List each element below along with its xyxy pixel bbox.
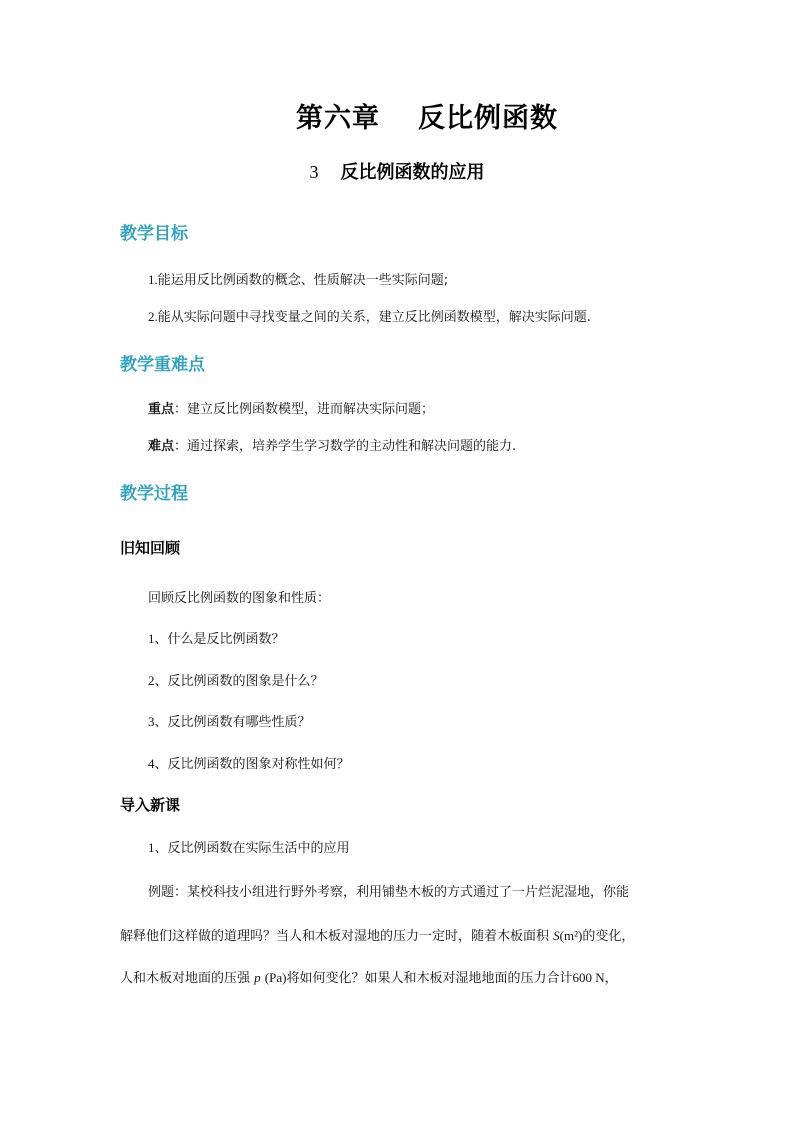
example-text: 将如何变化？如果人和木板对湿地地面的压力合计 bbox=[286, 971, 573, 986]
question-text: 、反比例函数的图象是什么？ bbox=[154, 674, 324, 689]
item-number: 1 bbox=[148, 840, 155, 855]
question-text: 、反比例函数的图象对称性如何？ bbox=[154, 757, 350, 772]
chapter-label: 第六章 bbox=[296, 103, 380, 134]
variable-p: p bbox=[254, 970, 261, 985]
question-number: 3 bbox=[148, 714, 155, 729]
keypoints-heading: 教学重难点 bbox=[120, 355, 205, 375]
objective-text: 能运用反比例函数的概念、性质解决一些实际问题; bbox=[157, 273, 449, 288]
objective-text: 能从实际问题中寻找变量之间的关系，建立反比例函数模型，解决实际问题. bbox=[157, 310, 591, 325]
example-text: 人和木板对地面的压强 bbox=[120, 971, 251, 986]
force-value: 600 N bbox=[572, 970, 605, 985]
question-number: 4 bbox=[148, 756, 155, 771]
process-heading: 教学过程 bbox=[120, 484, 188, 504]
objective-item bbox=[148, 306, 591, 325]
example-text: 解释他们这样做的道理吗？当人和木板对湿地的压力一定时，随着木板面积 bbox=[120, 929, 550, 944]
unit-pressure: (Pa) bbox=[264, 970, 287, 985]
section-title bbox=[0, 158, 794, 184]
question-text: 、什么是反比例函数？ bbox=[154, 632, 285, 647]
review-heading: 旧知回顾 bbox=[120, 539, 181, 557]
new-lesson-item bbox=[148, 837, 350, 856]
keypoint-text: ：建立反比例函数模型，进而解决实际问题； bbox=[174, 402, 435, 417]
example-text: 的变化， bbox=[582, 929, 635, 944]
new-lesson-heading: 导入新课 bbox=[120, 796, 181, 814]
keypoint-label: 难点 bbox=[148, 439, 175, 454]
question-number: 2 bbox=[148, 673, 155, 688]
section-name: 反比例函数的应用 bbox=[340, 162, 485, 183]
objective-item bbox=[148, 269, 448, 288]
review-question bbox=[148, 753, 350, 772]
variable-s: S bbox=[553, 928, 560, 943]
keypoint-item bbox=[148, 435, 516, 454]
keypoint-text: ：通过探索，培养学生学习数学的主动性和解决问题的能力. bbox=[174, 439, 517, 454]
review-question bbox=[148, 711, 311, 730]
chapter-name: 反比例函数 bbox=[418, 103, 558, 134]
question-number: 1 bbox=[148, 631, 155, 646]
objectives-heading: 教学目标 bbox=[120, 224, 188, 244]
section-number: 3 bbox=[309, 162, 319, 182]
example-line-2 bbox=[120, 925, 634, 944]
chapter-title bbox=[0, 96, 794, 135]
question-text: 、反比例函数有哪些性质？ bbox=[154, 715, 311, 730]
review-question bbox=[148, 628, 285, 647]
unit-area: (m²) bbox=[559, 928, 583, 943]
review-intro: 回顾反比例函数的图象和性质： bbox=[148, 591, 331, 606]
example-line-1: 例题：某校科技小组进行野外考察，利用铺垫木板的方式通过了一片烂泥湿地，你能 bbox=[148, 885, 630, 900]
keypoint-item bbox=[148, 398, 434, 417]
item-text: 、反比例函数在实际生活中的应用 bbox=[154, 841, 350, 856]
keypoint-label: 重点 bbox=[148, 402, 175, 417]
example-text: ， bbox=[604, 971, 618, 986]
example-line-3 bbox=[120, 967, 618, 986]
objective-number: 2. bbox=[148, 309, 158, 324]
objective-number: 1. bbox=[148, 272, 158, 287]
review-question bbox=[148, 670, 324, 689]
